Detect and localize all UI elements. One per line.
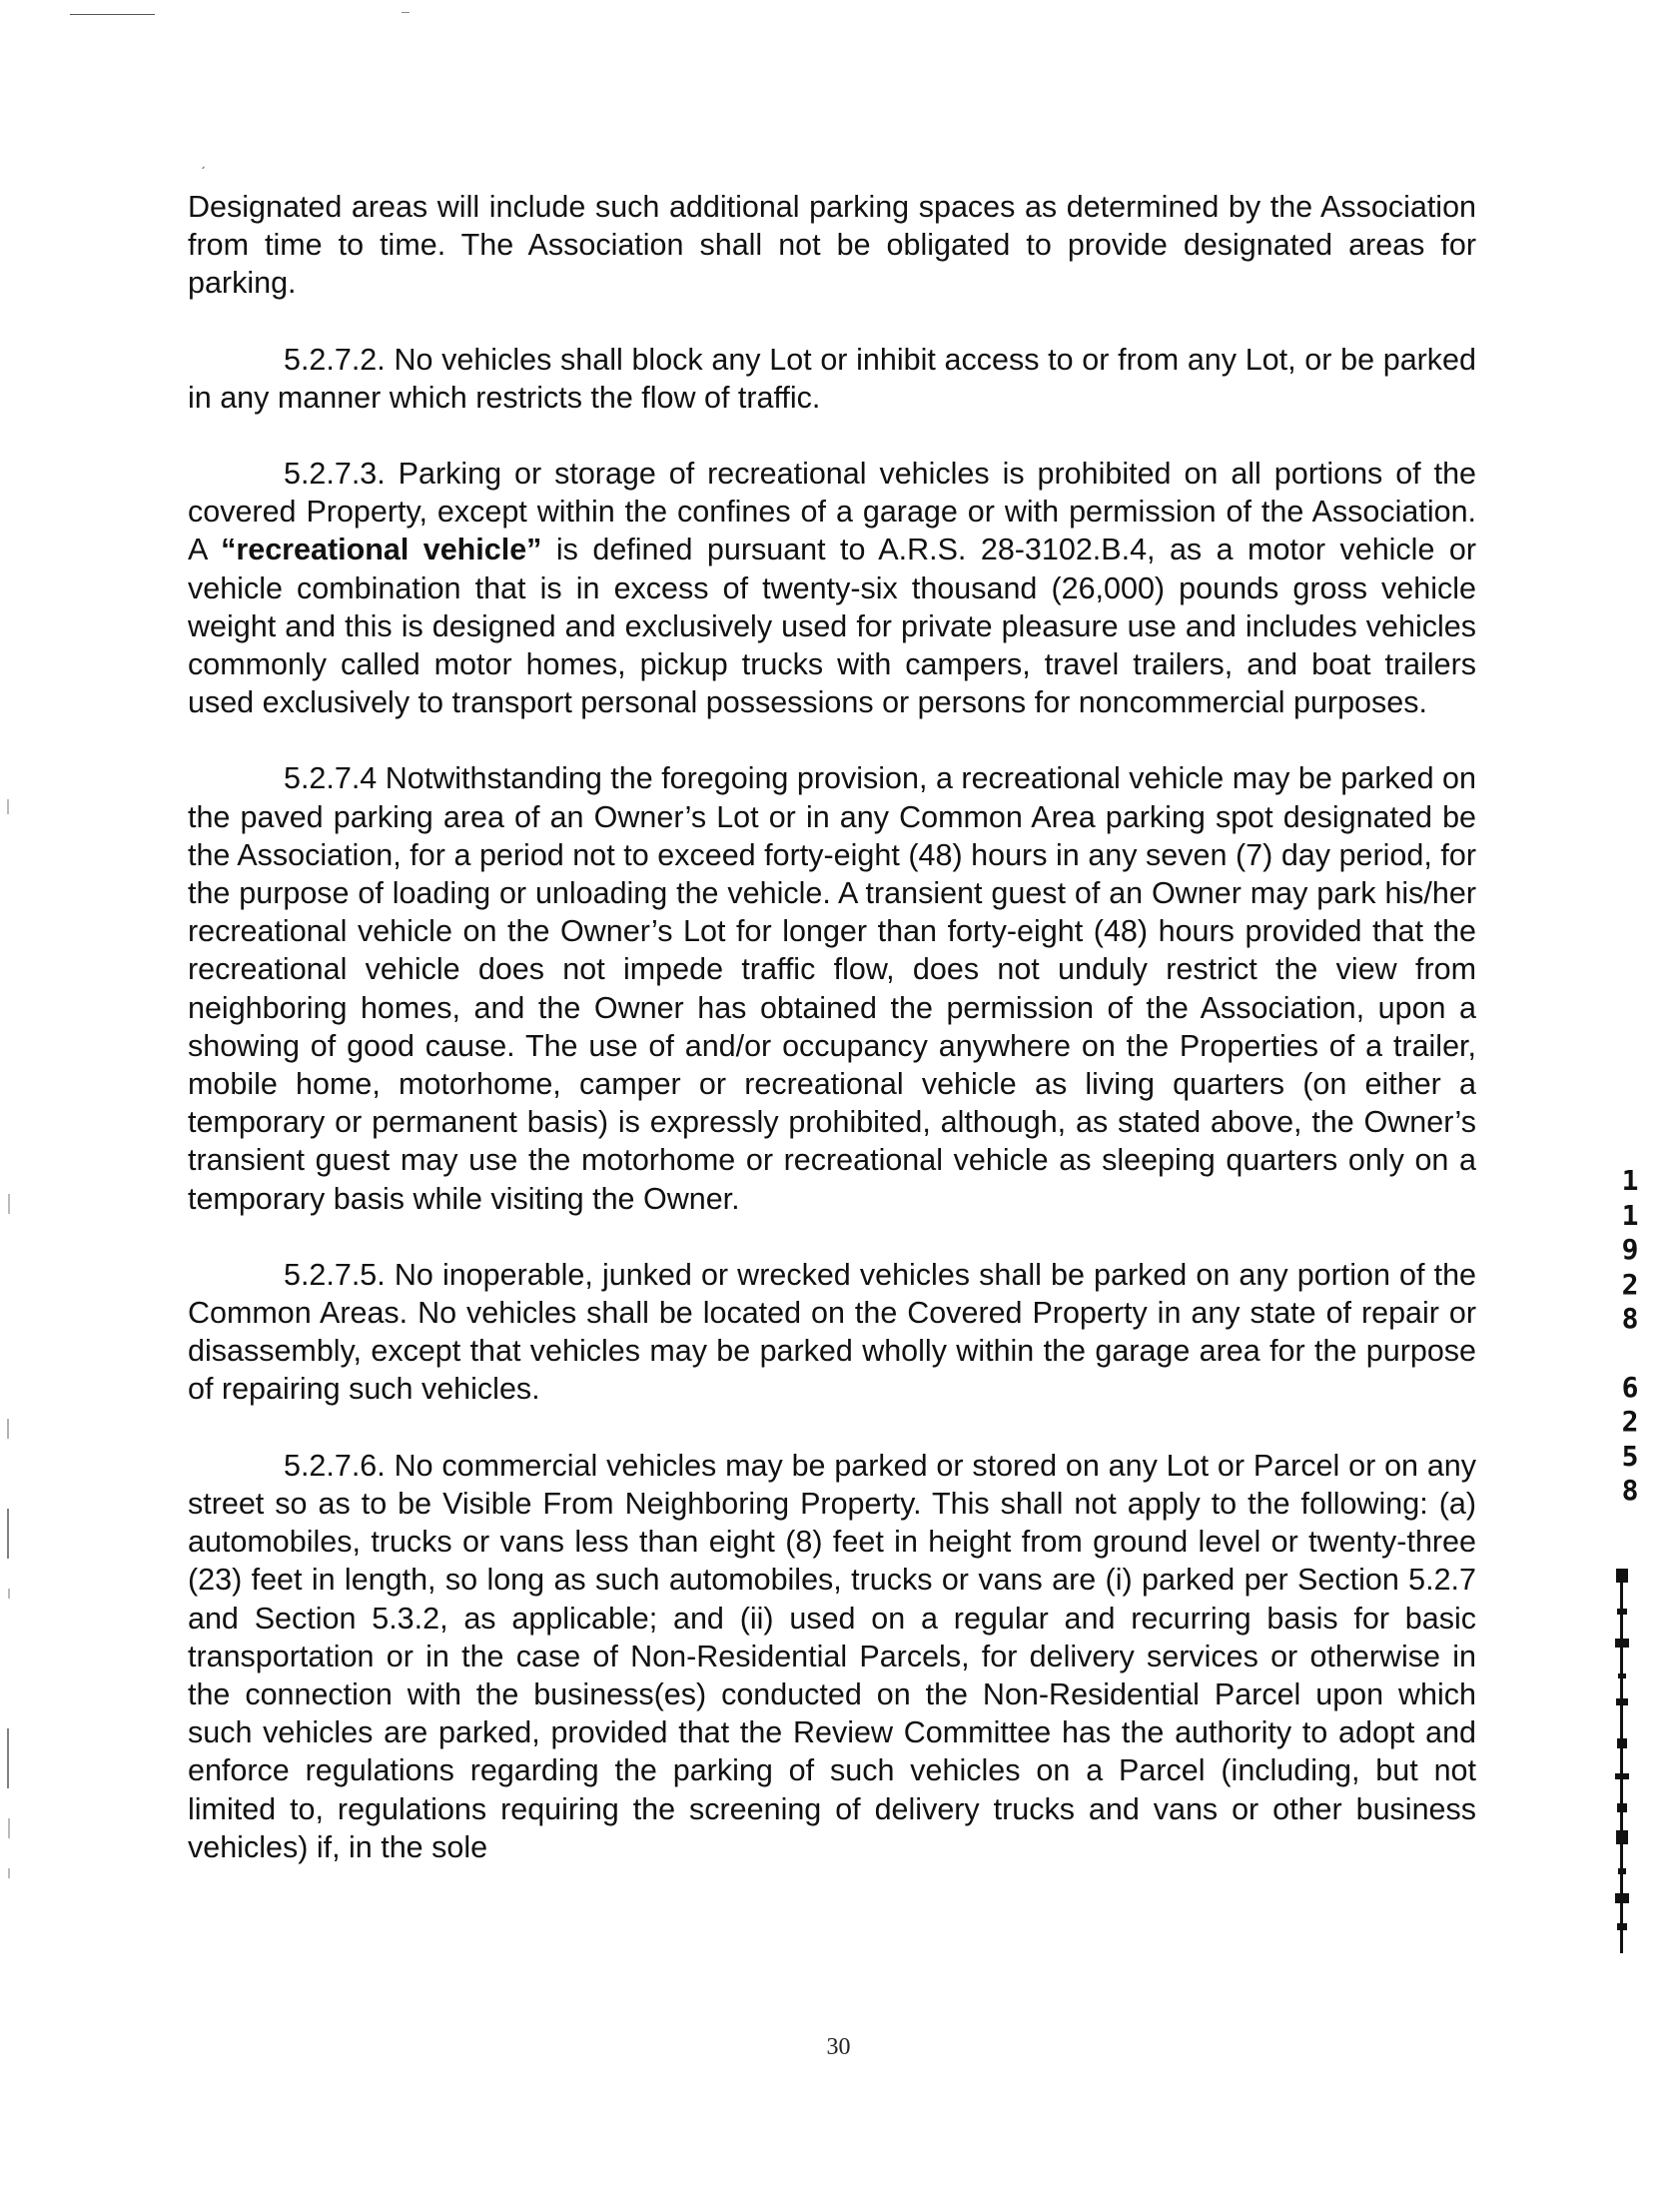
paragraph bbox=[188, 455, 1476, 721]
recording-number-stamp bbox=[1610, 1164, 1650, 1509]
stamp-digit: 9 bbox=[1621, 1233, 1639, 1266]
paragraph-text: Designated areas will include such additional parking spaces as determined by the Association from time to time. The Association shall not be obligated to provide designated areas for parking. bbox=[188, 190, 1476, 301]
paragraph bbox=[188, 341, 1476, 417]
paragraph bbox=[188, 188, 1476, 303]
document-body bbox=[188, 188, 1476, 1904]
paragraph bbox=[188, 759, 1476, 1217]
scan-mark: ˏ bbox=[200, 155, 206, 169]
stamp-digit: 8 bbox=[1621, 1302, 1639, 1335]
paragraph-text: 5.2.7.2. No vehicles shall block any Lot or inhibit access to or from any Lot, or be parked in any manner which restricts the flow of traffic. bbox=[188, 342, 1476, 415]
stamp-digit: 2 bbox=[1621, 1267, 1639, 1301]
stamp-digit: 6 bbox=[1621, 1370, 1639, 1404]
paragraph-text: 5.2.7.5. No inoperable, junked or wrecked vehicles shall be parked on any portion of the Common Areas. No vehicles shall be located on the Covered Property in any state of repair or disassembly, except that vehicles may be parked wholly within the garage area for the purpose of repairing such vehicles. bbox=[188, 1257, 1476, 1407]
page-number: 30 bbox=[826, 2034, 851, 2060]
stamp-digit: 8 bbox=[1621, 1474, 1639, 1507]
vertical-barcode bbox=[1612, 1569, 1632, 1953]
paragraph-text: is defined pursuant to A.R.S. 28-3102.B.4, as a motor vehicle or vehicle combination that is in excess of twenty-six thousand (26,000) pounds gross vehicle weight and this is designed and exclusively used for private pleasure use and includes vehicles commonly called motor homes, pickup trucks with campers, travel trailers, and boat trailers used exclusively to transport personal possessions or persons for noncommercial purposes. bbox=[188, 533, 1476, 720]
paragraph-text: 5.2.7.3. Parking or storage of recreational vehicles is prohibited on all portions of the covered Property, except within the confines of a garage or with permission of the Association. A bbox=[188, 457, 1476, 567]
stamp-digit: 5 bbox=[1621, 1439, 1639, 1473]
stamp-digit: 2 bbox=[1621, 1405, 1639, 1438]
stamp-digit: 1 bbox=[1621, 1164, 1639, 1197]
stamp-digit: 1 bbox=[1621, 1198, 1639, 1232]
paragraph-text: 5.2.7.6. No commercial vehicles may be parked or stored on any Lot or Parcel or on any street so as to be Visible From Neighboring Property. This shall not apply to the following: (a) automobiles, trucks or vans less than eight (8) feet in height from ground level or twenty-three (23) feet in length, so long as such automobiles, trucks or vans are (i) parked per Section 5.2.7 and Section 5.3.2, as applicable; and (ii) used on a regular and recurring basis for basic transportation or in the case of Non-Residential Parcels, for delivery services or otherwise in the connection with the business(es) conducted on the Non-Residential Parcel upon which such vehicles are parked, provided that the Review Committee has the authority to adopt and enforce regulations regarding the parking of such vehicles on a Parcel (including, but not limited to, regulations requiring the screening of delivery trucks and vans or other business vehicles) if, in the sole bbox=[188, 1448, 1476, 1864]
header-rule bbox=[70, 14, 155, 15]
paragraph-text: 5.2.7.4 Notwithstanding the foregoing provision, a recreational vehicle may be parked on the paved parking area of an Owner’s Lot or in any Common Area parking spot designated be the Association, for a period not to exceed forty-eight (48) hours in any seven (7) day period, for the purpose of loading or unloading the vehicle. A transient guest of an Owner may park his/her recreational vehicle on the Owner’s Lot for longer than forty-eight (48) hours provided that the recreational vehicle does not impede traffic flow, does not unduly restrict the view from neighboring homes, and the Owner has obtained the permission of the Association, upon a showing of good cause. The use of and/or occupancy anywhere on the Properties of a trailer, mobile home, motorhome, camper or recreational vehicle as living quarters (on either a temporary or permanent basis) is expressly prohibited, although, as stated above, the Owner’s transient guest may use the motorhome or recreational vehicle as sleeping quarters only on a temporary basis while visiting the Owner. bbox=[188, 761, 1476, 1216]
paragraph bbox=[188, 1447, 1476, 1866]
defined-term: “recreational vehicle” bbox=[221, 533, 542, 567]
header-dash bbox=[402, 12, 410, 13]
paragraph bbox=[188, 1256, 1476, 1409]
scan-margin-marks bbox=[0, 0, 20, 2212]
